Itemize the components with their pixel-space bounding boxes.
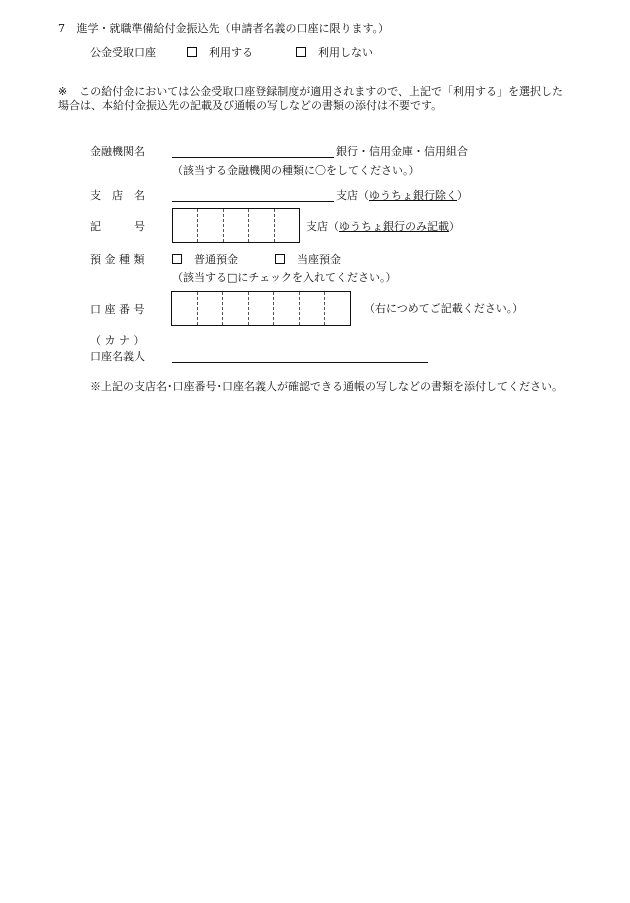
symbol-digit-cell[interactable] [224,209,249,242]
deposit-type-label: 預 金 種 類 [90,253,145,266]
section-heading [58,22,389,36]
account-number-hint: （右につめてご記載ください。） [364,302,524,315]
notice-line-1: この給付金においては公金受取口座登録制度が適用されますので、上記で「利用する」を選択した [79,85,563,98]
current-deposit-checkbox[interactable] [275,254,285,264]
account-digit-cell[interactable] [223,292,249,325]
account-digit-cell[interactable] [172,292,198,325]
symbol-digit-cell[interactable] [275,209,299,242]
deposit-type-hint: （該当する□にチェックを入れてください。） [172,271,397,284]
holder-kana-label: （ カ ナ ） [90,334,145,347]
footer-note: ※上記の支店名･口座番号･口座名義人が確認できる通帳の写しなどの書類を添付してください。 [90,380,563,393]
branch-name-field[interactable] [172,201,334,202]
symbol-suffix: 支店（ゆうちょ銀行のみ記載） [306,220,460,233]
holder-name-field[interactable] [172,362,428,363]
bank-suffix: 銀行・信用金庫・信用組合 [336,145,468,158]
current-deposit-label: 当座預金 [297,253,341,266]
ordinary-deposit-label: 普通預金 [194,253,238,266]
public-account-row [90,46,373,60]
account-digit-cell[interactable] [198,292,224,325]
account-number-input-box[interactable] [171,291,351,326]
symbol-label: 記 号 [90,220,145,233]
account-digit-cell[interactable] [274,292,300,325]
account-number-label: 口 座 番 号 [90,303,145,316]
deposit-type-options [172,253,341,267]
ordinary-deposit-checkbox[interactable] [172,254,182,264]
symbol-suffix-note: ゆうちょ銀行のみ記載 [339,220,449,233]
public-account-label: 公金受取口座 [90,46,156,59]
symbol-input-box[interactable] [172,208,300,243]
not-use-checkbox[interactable] [296,47,306,57]
account-digit-cell[interactable] [249,292,275,325]
section-number: 7 [58,22,65,35]
branch-label: 支 店 名 [90,189,145,202]
branch-suffix: 支店（ゆうちょ銀行除く） [336,189,468,202]
symbol-digit-cell[interactable] [249,209,274,242]
notice [58,85,598,113]
symbol-digit-cell[interactable] [198,209,223,242]
branch-suffix-note: ゆうちょ銀行除く [369,189,457,202]
section-title: 進学・就職準備給付金振込先（申請者名義の口座に限ります。） [76,22,390,35]
bank-name-field[interactable] [172,157,334,158]
account-digit-cell[interactable] [300,292,326,325]
not-use-option-label: 利用しない [318,46,373,59]
use-option-label: 利用する [209,46,253,59]
holder-label: 口座名義人 [90,350,145,363]
notice-line-2: 場合は、本給付金振込先の記載及び通帳の写しなどの書類の添付は不要です。 [58,99,443,112]
account-digit-cell[interactable] [325,292,350,325]
symbol-digit-cell[interactable] [173,209,198,242]
bank-label: 金融機関名 [90,145,145,158]
notice-mark: ※ [58,85,68,98]
bank-hint: （該当する金融機関の種類に〇をしてください。） [172,164,420,177]
use-checkbox[interactable] [187,47,197,57]
